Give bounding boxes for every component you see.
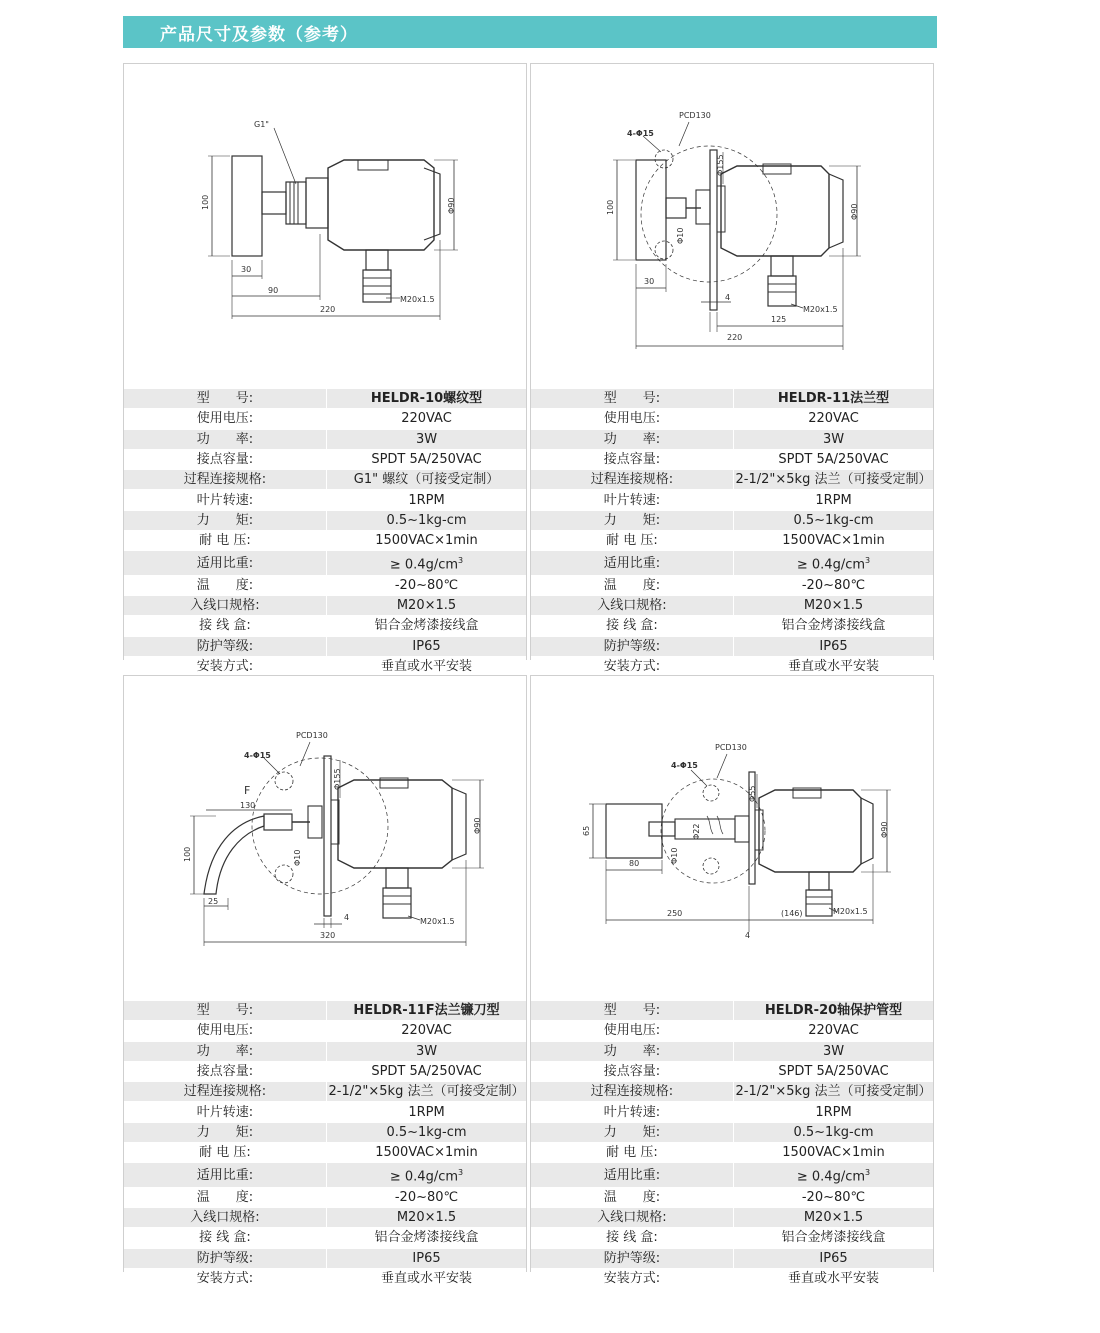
spec-row [531,490,933,510]
spec-value: M20×1.5 [327,596,527,616]
dim-holes: 4-Φ15 [671,761,698,770]
dim-pcd: PCD130 [296,731,328,740]
spec-label: 入线口规格: [124,1208,327,1228]
dimension-drawing [124,64,526,389]
dim-diameter: Φ90 [473,817,482,834]
dim-thread: G1" [254,120,269,129]
dim-plate: 4 [344,913,350,922]
spec-row [124,575,526,595]
spec-value: 铝合金烤漆接线盒 [327,616,527,636]
spec-label: 温 度: [531,575,734,595]
section-header [123,16,937,48]
section-title: 产品尺寸及参数（参考） [160,25,358,45]
spec-label: 叶片转速: [531,1102,734,1122]
dim-shaft: Φ10 [676,227,685,244]
spec-value: SPDT 5A/250VAC [734,449,934,469]
dim-total: 220 [320,305,336,314]
spec-row [531,409,933,429]
spec-value: M20×1.5 [734,1208,934,1228]
dim-plate: 4 [725,293,731,302]
spec-value: 1500VAC×1min [327,531,527,551]
spec-label: 接点容量: [124,449,327,469]
spec-value: 1RPM [327,1102,527,1122]
spec-value: 2-1/2"×5kg 法兰（可接受定制） [327,1082,527,1102]
spec-row [124,490,526,510]
product-panel-heldr-11 [530,63,934,675]
spec-row [531,389,933,409]
spec-table [531,1001,933,1289]
spec-row [124,1143,526,1163]
spec-value: M20×1.5 [734,596,934,616]
dim-blade: 30 [644,277,655,286]
spec-label: 力 矩: [531,510,734,530]
spec-row [531,1268,933,1288]
spec-value: 铝合金烤漆接线盒 [327,1228,527,1248]
spec-value: 垂直或水平安装 [327,1268,527,1288]
spec-label: 功 率: [531,1041,734,1061]
spec-label: 防护等级: [124,1248,327,1268]
dimension-drawing [531,64,933,389]
dim-insert: 250 [667,909,683,918]
spec-value: 0.5~1kg-cm [327,510,527,530]
spec-row [531,1208,933,1228]
spec-label: 安装方式: [531,1268,734,1288]
dim-diameter: Φ90 [447,197,456,214]
spec-row [124,1041,526,1061]
spec-row [124,1061,526,1081]
spec-value: -20~80℃ [734,575,934,595]
dim-plate: 4 [745,931,751,940]
dim-holes: 4-Φ15 [627,129,654,138]
spec-label: 耐 电 压: [531,531,734,551]
spec-label: 使用电压: [531,1021,734,1041]
spec-value: 0.5~1kg-cm [734,510,934,530]
dim-flange: Φ55 [748,785,757,802]
spec-label: 型 号: [531,1001,734,1021]
spec-value: 0.5~1kg-cm [734,1122,934,1142]
dim-pcd: PCD130 [715,743,747,752]
dim-flange: Φ155 [716,154,725,176]
spec-row [531,1143,933,1163]
product-panel-heldr-10 [123,63,527,675]
dim-total: 320 [320,931,336,940]
spec-label: 过程连接规格: [531,470,734,490]
spec-value: 220VAC [734,409,934,429]
spec-label: 过程连接规格: [124,1082,327,1102]
spec-label: 接点容量: [531,449,734,469]
spec-label: 耐 电 压: [124,531,327,551]
spec-value: IP65 [734,1248,934,1268]
spec-value: 3W [734,429,934,449]
spec-label: 适用比重: [531,1163,734,1187]
spec-value: G1" 螺纹（可接受定制） [327,470,527,490]
spec-row [531,636,933,656]
dim-shaft: Φ10 [293,849,302,866]
dim-flange: Φ155 [333,768,342,790]
dim-gland: M20x1.5 [420,917,455,926]
dim-tip: 25 [208,897,219,906]
spec-label: 温 度: [124,1187,327,1207]
spec-row [124,1001,526,1021]
spec-row [531,510,933,530]
product-panel-heldr-20 [530,675,934,1287]
spec-row [124,1021,526,1041]
spec-row [124,1208,526,1228]
dim-shaft: Φ10 [670,847,679,864]
spec-label: 耐 电 压: [124,1143,327,1163]
spec-value: IP65 [327,1248,527,1268]
density-value: ≥ 0.4g/cm [389,1169,459,1185]
spec-label: 入线口规格: [531,1208,734,1228]
spec-label: 安装方式: [124,656,327,676]
spec-row [124,470,526,490]
spec-label: 防护等级: [531,1248,734,1268]
spec-row [124,429,526,449]
spec-value: 铝合金烤漆接线盒 [734,616,934,636]
spec-row [124,636,526,656]
superscript: 3 [458,556,464,566]
spec-value: HELDR-11法兰型 [734,389,934,409]
spec-row [531,1248,933,1268]
spec-label: 型 号: [124,1001,327,1021]
spec-value [327,1163,527,1187]
dim-body: 125 [771,315,787,324]
spec-value: 1RPM [734,490,934,510]
spec-row [124,389,526,409]
spec-row [531,449,933,469]
dimension-drawing [124,676,526,1001]
spec-label: 入线口规格: [531,596,734,616]
spec-label: 防护等级: [531,636,734,656]
spec-row [124,1163,526,1187]
dim-f: F [244,784,251,797]
spec-row [531,1228,933,1248]
spec-row [531,531,933,551]
spec-label: 接点容量: [531,1061,734,1081]
spec-value: 220VAC [327,1021,527,1041]
spec-value: SPDT 5A/250VAC [734,1061,934,1081]
spec-value: IP65 [734,636,934,656]
spec-label: 型 号: [531,389,734,409]
spec-row [531,551,933,575]
dim-holes: 4-Φ15 [244,751,271,760]
spec-label: 叶片转速: [531,490,734,510]
spec-label: 安装方式: [124,1268,327,1288]
spec-label: 过程连接规格: [531,1082,734,1102]
spec-value [327,551,527,575]
spec-value: 0.5~1kg-cm [327,1122,527,1142]
spec-row [124,1082,526,1102]
spec-value: 1RPM [327,490,527,510]
spec-value: 1500VAC×1min [734,1143,934,1163]
drawing-svg [531,676,935,1001]
density-value: ≥ 0.4g/cm [796,557,866,573]
spec-label: 温 度: [124,575,327,595]
spec-label: 接点容量: [124,1061,327,1081]
dim-blade: 80 [629,859,640,868]
superscript: 3 [865,1168,871,1178]
dim-radius: 130 [240,801,256,810]
spec-label: 入线口规格: [124,596,327,616]
spec-value: 铝合金烤漆接线盒 [734,1228,934,1248]
dim-gland: M20x1.5 [803,305,838,314]
spec-row [531,1122,933,1142]
spec-row [124,1268,526,1288]
spec-row [531,1021,933,1041]
spec-label: 使用电压: [124,1021,327,1041]
dim-gland: M20x1.5 [833,907,868,916]
spec-label: 接 线 盒: [531,1228,734,1248]
spec-row [124,1102,526,1122]
spec-value: HELDR-20轴保护管型 [734,1001,934,1021]
spec-table [124,1001,526,1289]
spec-value: 3W [734,1041,934,1061]
spec-label: 功 率: [124,429,327,449]
drawing-svg [531,64,935,389]
spec-label: 使用电压: [531,409,734,429]
spec-value: 1RPM [734,1102,934,1122]
spec-row [531,470,933,490]
spec-label: 功 率: [124,1041,327,1061]
spec-value: 1500VAC×1min [734,531,934,551]
spec-row [531,616,933,636]
spec-value: 220VAC [327,409,527,429]
spec-value: 2-1/2"×5kg 法兰（可接受定制） [734,470,934,490]
spec-row [124,1122,526,1142]
spec-row [531,1102,933,1122]
spec-label: 接 线 盒: [124,1228,327,1248]
spec-value: -20~80℃ [734,1187,934,1207]
spec-value: 垂直或水平安装 [734,656,934,676]
spec-value: 3W [327,1041,527,1061]
spec-value: 垂直或水平安装 [734,1268,934,1288]
spec-row [124,1248,526,1268]
product-panel-heldr-11f [123,675,527,1287]
dim-diameter: Φ90 [850,203,859,220]
spec-label: 适用比重: [531,551,734,575]
spec-row [124,1187,526,1207]
spec-label: 力 矩: [124,510,327,530]
spec-label: 接 线 盒: [531,616,734,636]
spec-table [124,389,526,677]
spec-label: 型 号: [124,389,327,409]
spec-value [734,551,934,575]
spec-row [531,656,933,676]
spec-row [124,616,526,636]
spec-row [531,1061,933,1081]
drawing-svg [124,676,528,1001]
dim-height: 65 [582,825,591,836]
spec-table [531,389,933,677]
spec-value: HELDR-11F法兰镰刀型 [327,1001,527,1021]
dim-height: 100 [606,199,615,215]
spec-row [531,596,933,616]
superscript: 3 [865,556,871,566]
dim-gland: M20x1.5 [400,295,435,304]
spec-row [531,1041,933,1061]
spec-row [124,409,526,429]
dim-tube: Φ22 [692,823,701,840]
spec-row [531,1082,933,1102]
spec-label: 叶片转速: [124,1102,327,1122]
spec-label: 温 度: [531,1187,734,1207]
dim-height: 100 [183,846,192,862]
spec-value: M20×1.5 [327,1208,527,1228]
spec-value: SPDT 5A/250VAC [327,449,527,469]
density-value: ≥ 0.4g/cm [389,557,459,573]
spec-row [531,429,933,449]
spec-value: 2-1/2"×5kg 法兰（可接受定制） [734,1082,934,1102]
dim-rest: (146) [781,909,803,918]
spec-row [531,1187,933,1207]
spec-label: 力 矩: [124,1122,327,1142]
spec-label: 接 线 盒: [124,616,327,636]
spec-row [124,551,526,575]
spec-row [124,510,526,530]
dimension-drawing [531,676,933,1001]
spec-label: 防护等级: [124,636,327,656]
spec-label: 叶片转速: [124,490,327,510]
spec-label: 过程连接规格: [124,470,327,490]
spec-row [124,449,526,469]
spec-label: 耐 电 压: [531,1143,734,1163]
spec-value: 3W [327,429,527,449]
dim-pcd: PCD130 [679,111,711,120]
drawing-svg [124,64,528,389]
spec-value: 1500VAC×1min [327,1143,527,1163]
dim-total: 220 [727,333,743,342]
spec-row [531,1163,933,1187]
spec-value: 垂直或水平安装 [327,656,527,676]
spec-value: HELDR-10螺纹型 [327,389,527,409]
spec-value: SPDT 5A/250VAC [327,1061,527,1081]
spec-row [124,656,526,676]
spec-label: 功 率: [531,429,734,449]
spec-row [124,596,526,616]
spec-label: 适用比重: [124,1163,327,1187]
density-value: ≥ 0.4g/cm [796,1169,866,1185]
dim-height: 100 [201,194,210,210]
spec-value: -20~80℃ [327,1187,527,1207]
dim-diameter: Φ90 [880,821,889,838]
dim-blade: 30 [241,265,252,274]
spec-row [124,531,526,551]
spec-row [531,575,933,595]
spec-row [531,1001,933,1021]
dim-insert: 90 [268,286,279,295]
spec-label: 使用电压: [124,409,327,429]
spec-label: 安装方式: [531,656,734,676]
spec-value: -20~80℃ [327,575,527,595]
superscript: 3 [458,1168,464,1178]
spec-row [124,1228,526,1248]
spec-value: 220VAC [734,1021,934,1041]
spec-label: 适用比重: [124,551,327,575]
spec-value: IP65 [327,636,527,656]
spec-value [734,1163,934,1187]
spec-label: 力 矩: [531,1122,734,1142]
